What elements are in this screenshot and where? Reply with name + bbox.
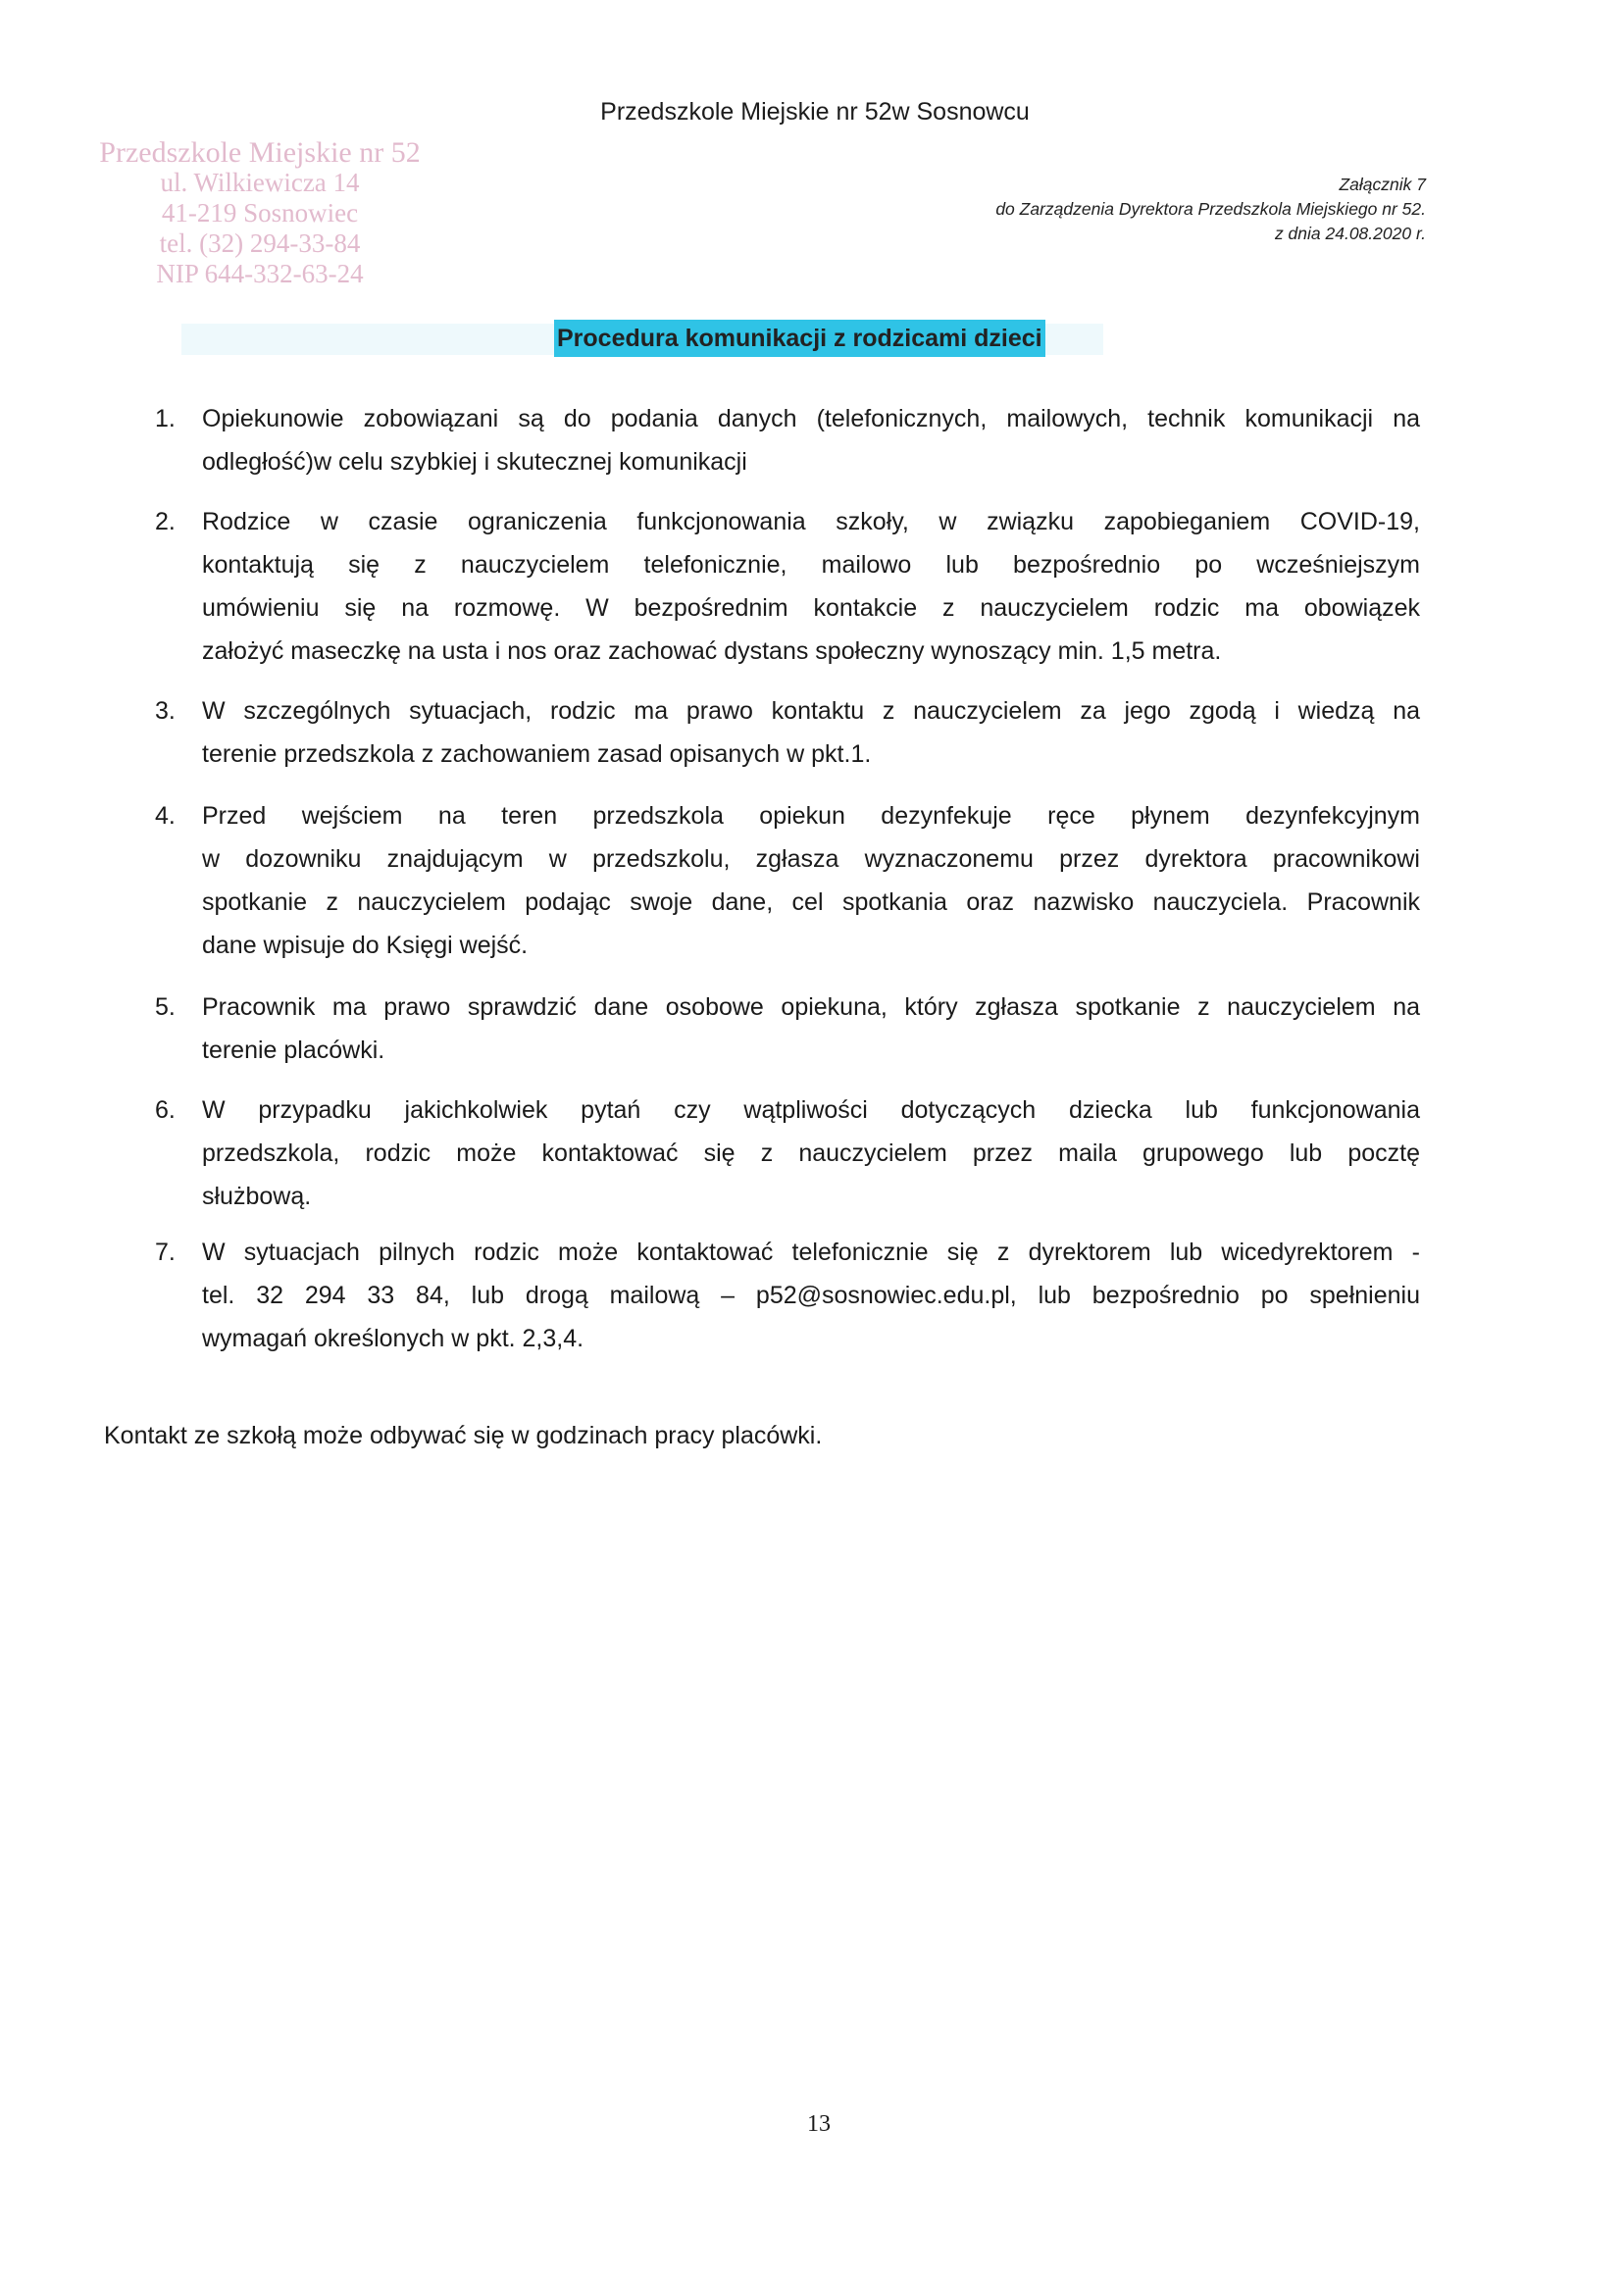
page-number: 13 (807, 2111, 831, 2137)
text-line: umówieniu się na rozmowę. W bezpośrednim kontakcie z nauczycielem rodzic ma obowiązek (202, 594, 1420, 622)
list-item-number: 6. (155, 1096, 176, 1124)
text-line: założyć maseczkę na usta i nos oraz zachować dystans społeczny wynoszący min. 1,5 metra. (202, 637, 1222, 665)
list-item-number: 1. (155, 405, 176, 432)
annex-label: Załącznik 7 (1339, 175, 1426, 194)
text-line: W sytuacjach pilnych rodzic może kontaktować telefonicznie się z dyrektorem lub wicedyrektorem - (202, 1239, 1420, 1266)
list-item-text (202, 1088, 1420, 1218)
stamp-line: Przedszkole Miejskie nr 52 (99, 136, 421, 169)
stamp-line: NIP 644-332-63-24 (156, 259, 364, 288)
list-item-number: 3. (155, 697, 176, 725)
text-line: tel. 32 294 33 84, lub drogą mailową – p52@sosnowiec.edu.pl, lub bezpośrednio po spełnieniu (202, 1282, 1420, 1309)
text-line: dane wpisuje do Księgi wejść. (202, 932, 529, 959)
closing-note: Kontakt ze szkołą może odbywać się w godzinach pracy placówki. (104, 1422, 823, 1449)
list-item-text (202, 1231, 1420, 1360)
text-line: Opiekunowie zobowiązani są do podania danych (telefonicznych, mailowych, technik komunikacji na (202, 405, 1420, 432)
school-name: Przedszkole Miejskie nr 52w Sosnowcu (600, 98, 1030, 126)
text-line: terenie przedszkola z zachowaniem zasad opisanych w pkt.1. (202, 740, 872, 768)
institution-stamp (93, 137, 427, 289)
list-item-number: 2. (155, 508, 176, 535)
text-line: służbową. (202, 1183, 312, 1210)
text-line: odległość)w celu szybkiej i skutecznej komunikacji (202, 448, 747, 476)
school-header (0, 98, 1624, 126)
annex-note (995, 173, 1426, 246)
stamp-line: tel. (32) 294-33-84 (159, 228, 361, 258)
stamp-line: ul. Wilkiewicza 14 (160, 168, 360, 197)
list-item-text (202, 986, 1420, 1072)
document-title: Procedura komunikacji z rodzicami dzieci (554, 320, 1045, 357)
text-line: Przed wejściem na teren przedszkola opiekun dezynfekuje ręce płynem dezynfekcyjnym (202, 802, 1420, 830)
text-line: terenie placówki. (202, 1037, 385, 1064)
text-line: w dozowniku znajdującym w przedszkolu, zgłasza wyznaczonemu przez dyrektora pracownikowi (202, 845, 1420, 873)
list-item-number: 4. (155, 802, 176, 830)
list-item-text (202, 689, 1420, 776)
list-item-text (202, 794, 1420, 967)
text-line: spotkanie z nauczycielem podając swoje dane, cel spotkania oraz nazwisko nauczyciela. Pracownik (202, 888, 1420, 916)
text-line: przedszkola, rodzic może kontaktować się z nauczycielem przez maila grupowego lub pocztę (202, 1139, 1420, 1167)
text-line: wymagań określonych w pkt. 2,3,4. (202, 1325, 584, 1352)
annex-date: z dnia 24.08.2020 r. (1274, 224, 1426, 243)
text-line: W przypadku jakichkolwiek pytań czy wątpliwości dotyczących dziecka lub funkcjonowania (202, 1096, 1420, 1124)
list-item-text (202, 500, 1420, 673)
list-item-number: 5. (155, 993, 176, 1021)
text-line: Rodzice w czasie ograniczenia funkcjonowania szkoły, w związku zapobieganiem COVID-19, (202, 508, 1420, 535)
list-item-number: 7. (155, 1239, 176, 1266)
stamp-line: 41-219 Sosnowiec (161, 198, 359, 228)
list-item-text (202, 397, 1420, 483)
text-line: Pracownik ma prawo sprawdzić dane osobowe opiekuna, który zgłasza spotkanie z nauczycielem na (202, 993, 1420, 1021)
text-line: kontaktują się z nauczycielem telefonicznie, mailowo lub bezpośrednio po wcześniejszym (202, 551, 1420, 579)
text-line: W szczególnych sytuacjach, rodzic ma prawo kontaktu z nauczycielem za jego zgodą i wiedzą na (202, 697, 1420, 725)
annex-reference: do Zarządzenia Dyrektora Przedszkola Miejskiego nr 52. (995, 199, 1426, 219)
